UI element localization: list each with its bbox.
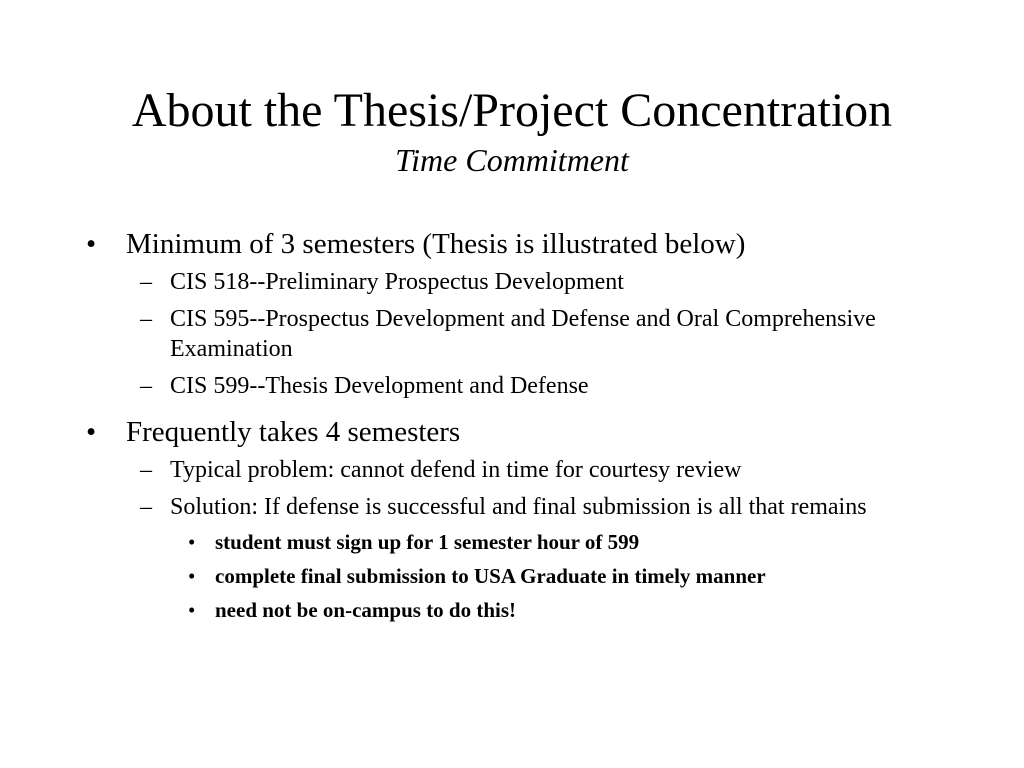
bullet-list <box>86 226 946 631</box>
slide-subtitle: Time Commitment <box>395 142 629 178</box>
sub-bullet-item <box>86 492 946 522</box>
sub-sub-bullet-text: need not be on-campus to do this! <box>215 598 517 622</box>
bullet-text: Minimum of 3 semesters (Thesis is illustrated below) <box>126 228 746 260</box>
title-block <box>0 82 1024 180</box>
dash-icon: – <box>140 457 152 483</box>
slide-title: About the Thesis/Project Concentration <box>131 84 893 137</box>
dash-icon: – <box>140 269 152 295</box>
sub-bullet-text: CIS 518--Preliminary Prospectus Development <box>170 269 624 295</box>
sub-bullet-text: CIS 599--Thesis Development and Defense <box>170 373 589 399</box>
sub-bullet-text: CIS 595--Prospectus Development and Defense and Oral Comprehensive Examination <box>170 306 876 362</box>
sub-bullet-item <box>86 304 946 364</box>
bullet-icon: • <box>188 564 196 588</box>
bullet-icon: • <box>188 530 196 554</box>
dash-icon: – <box>140 494 152 520</box>
bullet-icon: • <box>86 228 97 260</box>
sub-sub-bullet-text: student must sign up for 1 semester hour of 599 <box>215 530 640 554</box>
bullet-text: Frequently takes 4 semesters <box>126 416 461 448</box>
bullet-item <box>86 414 946 450</box>
sub-bullet-item <box>86 455 946 485</box>
dash-icon: – <box>140 306 152 332</box>
dash-icon: – <box>140 373 152 399</box>
sub-bullet-item <box>86 371 946 401</box>
sub-bullet-text: Solution: If defense is successful and final submission is all that remains <box>170 494 867 520</box>
sub-sub-bullet-item <box>86 529 946 555</box>
sub-sub-bullet-item <box>86 563 946 589</box>
sub-sub-bullet-item <box>86 597 946 623</box>
bullet-icon: • <box>188 598 196 622</box>
sub-bullet-text: Typical problem: cannot defend in time for courtesy review <box>170 457 742 483</box>
bullet-item <box>86 226 946 262</box>
sub-sub-bullet-text: complete final submission to USA Graduate in timely manner <box>215 564 766 588</box>
bullet-icon: • <box>86 416 97 448</box>
sub-bullet-item <box>86 267 946 297</box>
